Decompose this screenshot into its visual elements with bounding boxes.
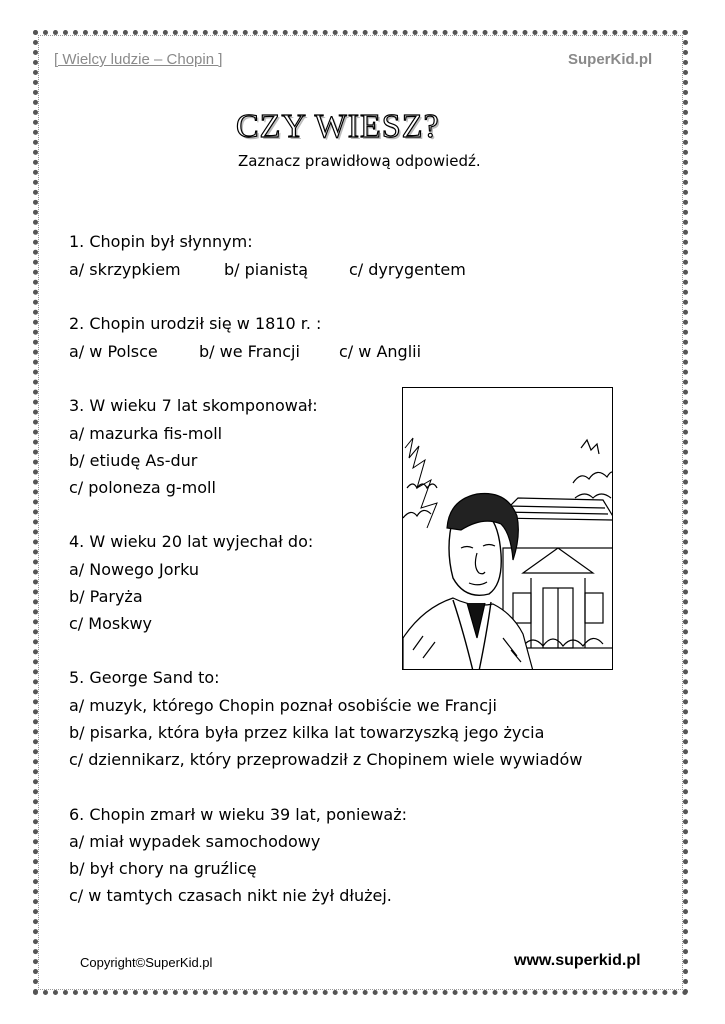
header-brand: SuperKid.pl [568, 51, 653, 68]
q4-option-a: a/ Nowego Jorku [69, 560, 199, 579]
q2-option-b: b/ we Francji [199, 342, 300, 361]
q3-option-c: c/ poloneza g-moll [69, 478, 216, 497]
question-5: 5. George Sand to: [69, 668, 220, 687]
chopin-portrait-illustration [402, 387, 613, 670]
q2-option-a: a/ w Polsce [69, 342, 158, 361]
copyright: Copyright©SuperKid.pl [80, 955, 213, 970]
q1-option-a: a/ skrzypkiem [69, 260, 181, 279]
q5-option-c: c/ dziennikarz, który przeprowadził z Chopinem wiele wywiadów [69, 750, 583, 769]
question-6: 6. Chopin zmarł w wieku 39 lat, ponieważ: [69, 805, 408, 824]
q5-option-b: b/ pisarka, która była przez kilka lat towarzyszką jego życia [69, 723, 545, 742]
q4-option-c: c/ Moskwy [69, 614, 153, 633]
q3-option-a: a/ mazurka fis-moll [69, 424, 223, 443]
question-2: 2. Chopin urodził się w 1810 r. : [69, 314, 322, 333]
q6-option-c: c/ w tamtych czasach nikt nie żył dłużej. [69, 886, 392, 905]
instruction: Zaznacz prawidłową odpowiedź. [238, 152, 481, 170]
footer-url: www.superkid.pl [514, 952, 641, 969]
q6-option-b: b/ był chory na gruźlicę [69, 859, 257, 878]
header-category: [ Wielcy ludzie – Chopin ] [54, 51, 223, 68]
question-3: 3. W wieku 7 lat skomponował: [69, 396, 318, 415]
q1-option-b: b/ pianistą [224, 260, 309, 279]
q6-option-a: a/ miał wypadek samochodowy [69, 832, 321, 851]
q4-option-b: b/ Paryża [69, 587, 143, 606]
q1-option-c: c/ dyrygentem [349, 260, 466, 279]
q5-option-a: a/ muzyk, którego Chopin poznał osobiście we Francji [69, 696, 497, 715]
page-title: CZY WIESZ? [236, 108, 440, 145]
q2-option-c: c/ w Anglii [339, 342, 422, 361]
question-4: 4. W wieku 20 lat wyjechał do: [69, 532, 314, 551]
q3-option-b: b/ etiudę As-dur [69, 451, 198, 470]
question-1: 1. Chopin był słynnym: [69, 232, 253, 251]
